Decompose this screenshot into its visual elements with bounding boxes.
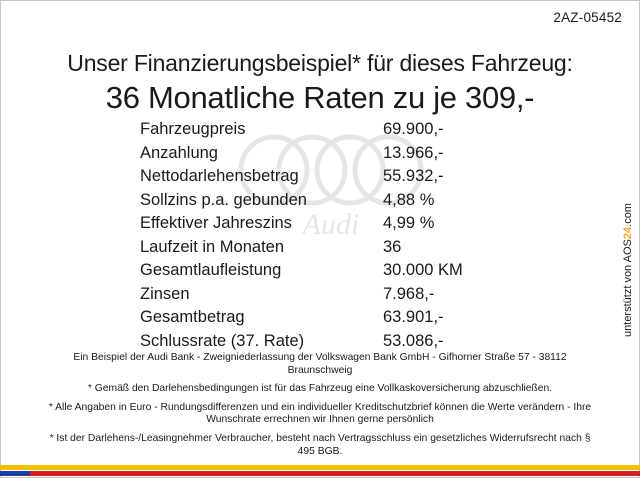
brand-letter-s: S xyxy=(622,239,634,247)
legal-line-currency: * Alle Angaben in Euro - Rundungsdifferenzen und ein individueller Kreditschutzbrief können die Werte verändern - Ihre Wunschrate errechnen wir Ihnen gerne persönlich xyxy=(48,401,592,426)
headline-primary: Unser Finanzierungsbeispiel* für dieses Fahrzeug: xyxy=(67,50,573,76)
row-label: Gesamtlaufleistung xyxy=(140,261,282,279)
row-value: 4,99 % xyxy=(383,214,435,232)
table-row xyxy=(140,191,520,215)
row-value: 13.966,- xyxy=(383,143,444,162)
row-label: Laufzeit in Monaten xyxy=(140,237,285,256)
row-label: Nettodarlehensbetrag xyxy=(140,167,299,185)
brand-letter-a: A xyxy=(622,255,634,263)
headline-rate: 36 Monatliche Raten zu je 309,- xyxy=(105,80,535,115)
row-value: 4,88 % xyxy=(383,190,435,209)
footer-bar-blue xyxy=(0,471,30,476)
row-value: 36 xyxy=(383,237,402,256)
row-value: 55.932,- xyxy=(383,167,444,185)
brand-domain: .com xyxy=(622,203,634,227)
legal-disclaimer xyxy=(46,352,594,464)
legal-line-bank: Ein Beispiel der Audi Bank - Zweigniederlassung der Volkswagen Bank GmbH - Gifhorner Straße 57 - 38112 Braunschweig xyxy=(73,352,567,376)
row-label: Gesamtbetrag xyxy=(140,308,245,326)
footer-bar-red xyxy=(0,471,640,476)
row-value: 69.900,- xyxy=(383,120,444,138)
row-value: 63.901,- xyxy=(383,308,444,326)
table-row xyxy=(140,120,520,144)
row-label: Sollzins p.a. gebunden xyxy=(140,190,307,209)
table-row xyxy=(140,308,520,332)
table-row xyxy=(140,261,520,285)
row-value: 7.968,- xyxy=(383,284,435,303)
row-value: 30.000 KM xyxy=(383,261,463,279)
brand-letter-o: O xyxy=(622,246,634,256)
brand-number: 24 xyxy=(622,226,634,240)
supported-by-text xyxy=(622,203,634,337)
row-label: Schlussrate (37. Rate) xyxy=(140,331,305,350)
finance-table xyxy=(140,120,520,355)
watermark-label: Audi xyxy=(302,208,360,241)
row-label: Fahrzeugpreis xyxy=(140,120,246,138)
reference-number: 2AZ-05452 xyxy=(553,10,622,25)
legal-line-insurance: * Gemäß den Darlehensbedingungen ist für das Fahrzeug eine Vollkaskoversicherung abzuschließen. xyxy=(87,383,553,395)
supported-by-sidebar xyxy=(620,180,636,360)
row-label: Anzahlung xyxy=(140,143,218,162)
table-row xyxy=(140,167,520,191)
autoscout-brand xyxy=(622,203,634,262)
row-label: Zinsen xyxy=(140,284,190,303)
table-row xyxy=(140,214,520,238)
row-label: Effektiver Jahreszins xyxy=(140,214,292,232)
footer-bar-yellow xyxy=(0,465,640,470)
supported-by-label: unterstützt von xyxy=(622,264,634,337)
table-row xyxy=(140,285,520,309)
table-row xyxy=(140,144,520,168)
row-value: 53.086,- xyxy=(383,331,444,350)
table-row xyxy=(140,238,520,262)
legal-line-withdrawal: * Ist der Darlehens-/Leasingnehmer Verbraucher, besteht nach Vertragsschluss ein gesetzliches Widerrufsrecht nach § 495 BGB. xyxy=(49,432,591,457)
